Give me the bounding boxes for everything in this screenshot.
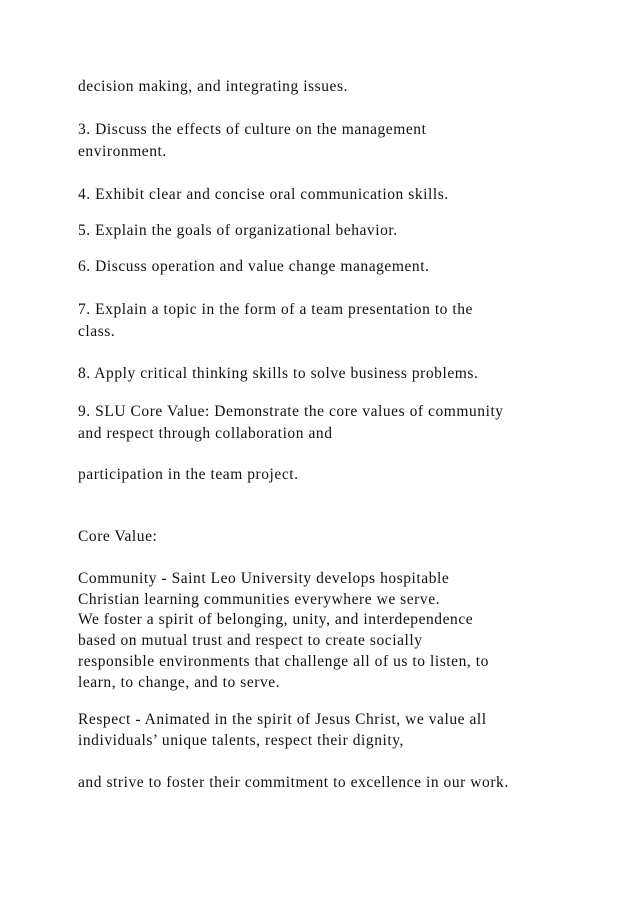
respect-line-1: Respect - Animated in the spirit of Jesus Christ, we value all bbox=[78, 711, 487, 728]
community-line-1: Community - Saint Leo University develops hospitable bbox=[78, 570, 450, 587]
community-line-5: responsible environments that challenge all of us to listen, to bbox=[78, 653, 489, 670]
objective-9-line-3: participation in the team project. bbox=[78, 466, 299, 483]
objective-9-line-2: and respect through collaboration and bbox=[78, 425, 333, 442]
community-line-2: Christian learning communities everywhere we serve. bbox=[78, 591, 441, 608]
text-line: decision making, and integrating issues. bbox=[78, 78, 348, 95]
community-line-3: We foster a spirit of belonging, unity, and interdependence bbox=[78, 611, 474, 628]
objective-7-line-2: class. bbox=[78, 323, 116, 340]
community-line-6: learn, to change, and to serve. bbox=[78, 674, 281, 691]
objective-8: 8. Apply critical thinking skills to solve business problems. bbox=[78, 365, 479, 382]
objective-7-line-1: 7. Explain a topic in the form of a team presentation to the bbox=[78, 301, 473, 318]
objective-9-line-1: 9. SLU Core Value: Demonstrate the core values of community bbox=[78, 403, 504, 420]
objective-4: 4. Exhibit clear and concise oral communication skills. bbox=[78, 186, 449, 203]
core-value-heading: Core Value: bbox=[78, 528, 158, 545]
respect-line-2: individuals’ unique talents, respect their dignity, bbox=[78, 732, 404, 749]
objective-5: 5. Explain the goals of organizational behavior. bbox=[78, 222, 398, 239]
objective-3-line-2: environment. bbox=[78, 143, 167, 160]
objective-3-line-1: 3. Discuss the effects of culture on the management bbox=[78, 121, 427, 138]
respect-line-3: and strive to foster their commitment to excellence in our work. bbox=[78, 774, 509, 791]
objective-6: 6. Discuss operation and value change management. bbox=[78, 258, 430, 275]
community-line-4: based on mutual trust and respect to create socially bbox=[78, 632, 423, 649]
